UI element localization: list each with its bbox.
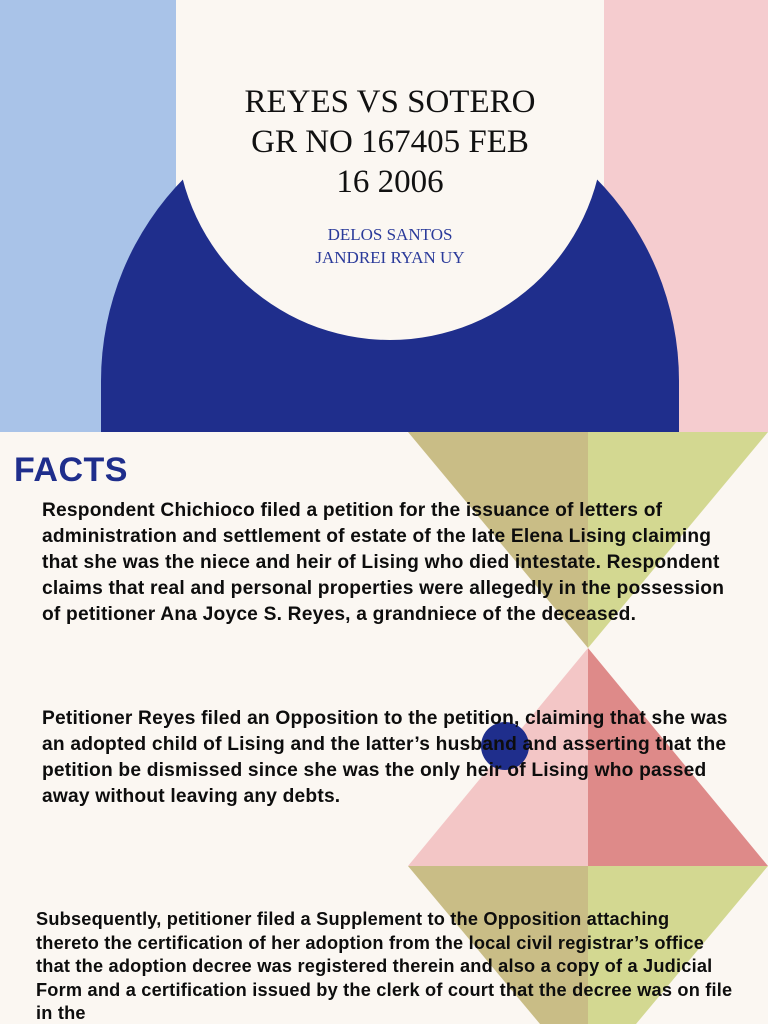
- title-slide: [0, 0, 768, 432]
- author-names: [176, 223, 604, 269]
- facts-paragraph: Petitioner Reyes filed an Opposition to the petition, claiming that she was an adopted child of Lising and the latter’s husband and asserting that the petition be dismissed since she was the only heir of Lising who passed away without leaving any debts.: [42, 708, 728, 807]
- author-name: DELOS SANTOS: [327, 225, 453, 244]
- facts-slide: [0, 432, 768, 1024]
- facts-heading: FACTS: [14, 451, 128, 489]
- title-line: REYES VS SOTERO: [244, 84, 536, 120]
- facts-paragraph: Subsequently, petitioner filed a Supplement to the Opposition attaching thereto the certification of her adoption from the local civil registrar’s office that the adoption decree was registered therein and also a copy of a Judicial Form and a certification issued by the clerk of court that the decree was on file in the: [36, 909, 733, 1023]
- title-line: GR NO 167405 FEB: [251, 124, 529, 160]
- facts-paragraph: Respondent Chichioco filed a petition for the issuance of letters of administration and settlement of estate of the late Elena Lising claiming that she was the niece and heir of Lising who died intestate. Respondent claims that real and personal properties were allegedly in the possession of petitioner Ana Joyce S. Reyes, a grandniece of the deceased.: [42, 500, 725, 625]
- title-line: 16 2006: [336, 164, 444, 200]
- slide-title: [176, 82, 604, 202]
- author-name: JANDREI RYAN UY: [315, 248, 465, 267]
